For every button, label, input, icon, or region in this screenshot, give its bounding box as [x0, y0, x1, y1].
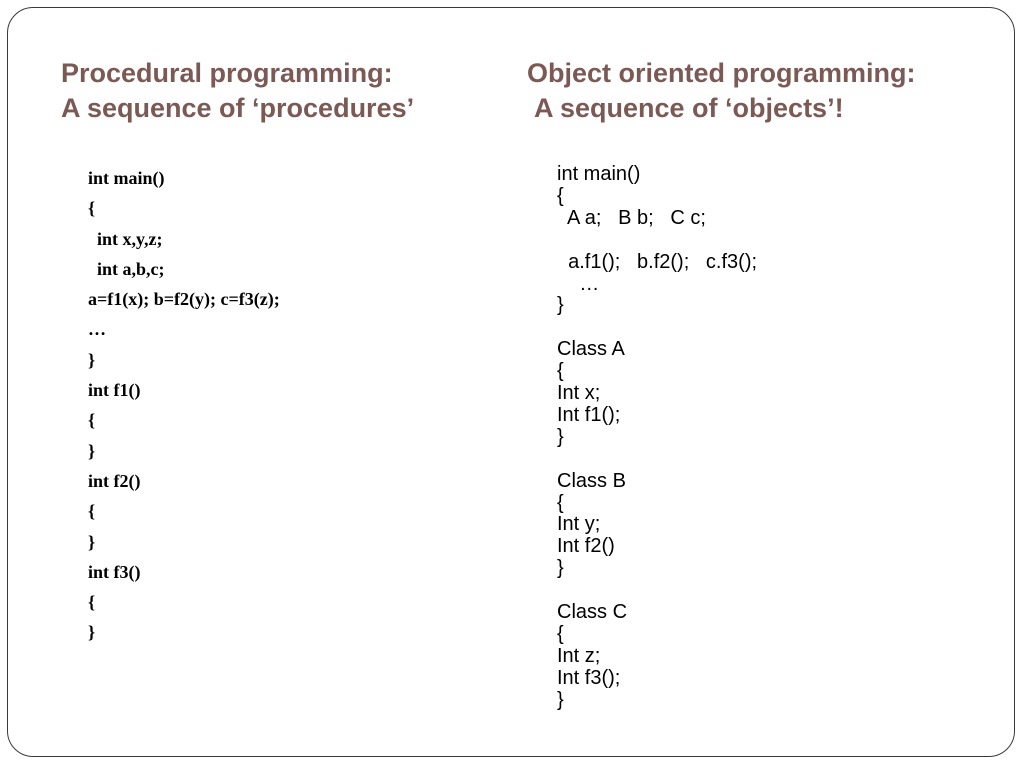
code-line: {	[557, 360, 564, 383]
code-line: int x,y,z;	[88, 228, 163, 249]
code-line: }	[557, 294, 564, 317]
code-line: int f1()	[88, 380, 141, 401]
code-line	[557, 580, 757, 602]
code-line: Int z;	[557, 644, 601, 667]
code-line: int f2()	[88, 470, 141, 491]
code-line	[557, 230, 757, 252]
code-line: Class A	[557, 338, 625, 361]
code-line: int main()	[88, 168, 165, 188]
code-line: Int y;	[557, 513, 601, 536]
code-line: int a,b,c;	[88, 258, 165, 279]
code-line: a=f1(x); b=f2(y); c=f3(z);	[88, 289, 280, 310]
oop-heading-line2: A sequence of ‘objects’!	[534, 93, 844, 123]
code-line: {	[557, 622, 564, 645]
procedural-heading-line2: A sequence of ‘procedures’	[61, 93, 415, 123]
code-line: }	[557, 688, 564, 711]
code-line: }	[88, 622, 96, 643]
code-line: A a; B b; C c;	[557, 206, 706, 229]
code-line: {	[88, 198, 96, 219]
code-line: Int x;	[557, 382, 601, 405]
code-line: {	[557, 184, 564, 207]
code-line: }	[88, 440, 96, 461]
code-line: Int f2()	[557, 535, 615, 558]
procedural-code-block	[88, 163, 280, 648]
code-line: Int f3();	[557, 666, 621, 689]
code-line: {	[557, 491, 564, 514]
oop-heading	[527, 56, 916, 126]
code-line: …	[557, 272, 600, 295]
code-line: int main()	[557, 163, 641, 185]
code-line: }	[557, 425, 564, 448]
code-line: {	[88, 501, 96, 522]
code-line: a.f1(); b.f2(); c.f3();	[557, 250, 758, 273]
procedural-heading	[61, 56, 414, 126]
procedural-heading-line1: Procedural programming:	[61, 58, 393, 88]
oop-heading-line1: Object oriented programming:	[527, 58, 916, 88]
code-line: }	[557, 557, 564, 580]
code-line	[557, 449, 757, 471]
code-line: Int f1();	[557, 403, 621, 426]
code-line: Class B	[557, 469, 626, 492]
code-line: }	[88, 349, 96, 370]
code-line: {	[88, 592, 96, 613]
oop-code-block	[557, 164, 757, 712]
code-line	[557, 317, 757, 339]
code-line: Class C	[557, 601, 628, 624]
code-line: }	[88, 531, 96, 552]
code-line: …	[88, 319, 106, 340]
code-line: int f3()	[88, 561, 141, 582]
code-line: {	[88, 410, 96, 431]
